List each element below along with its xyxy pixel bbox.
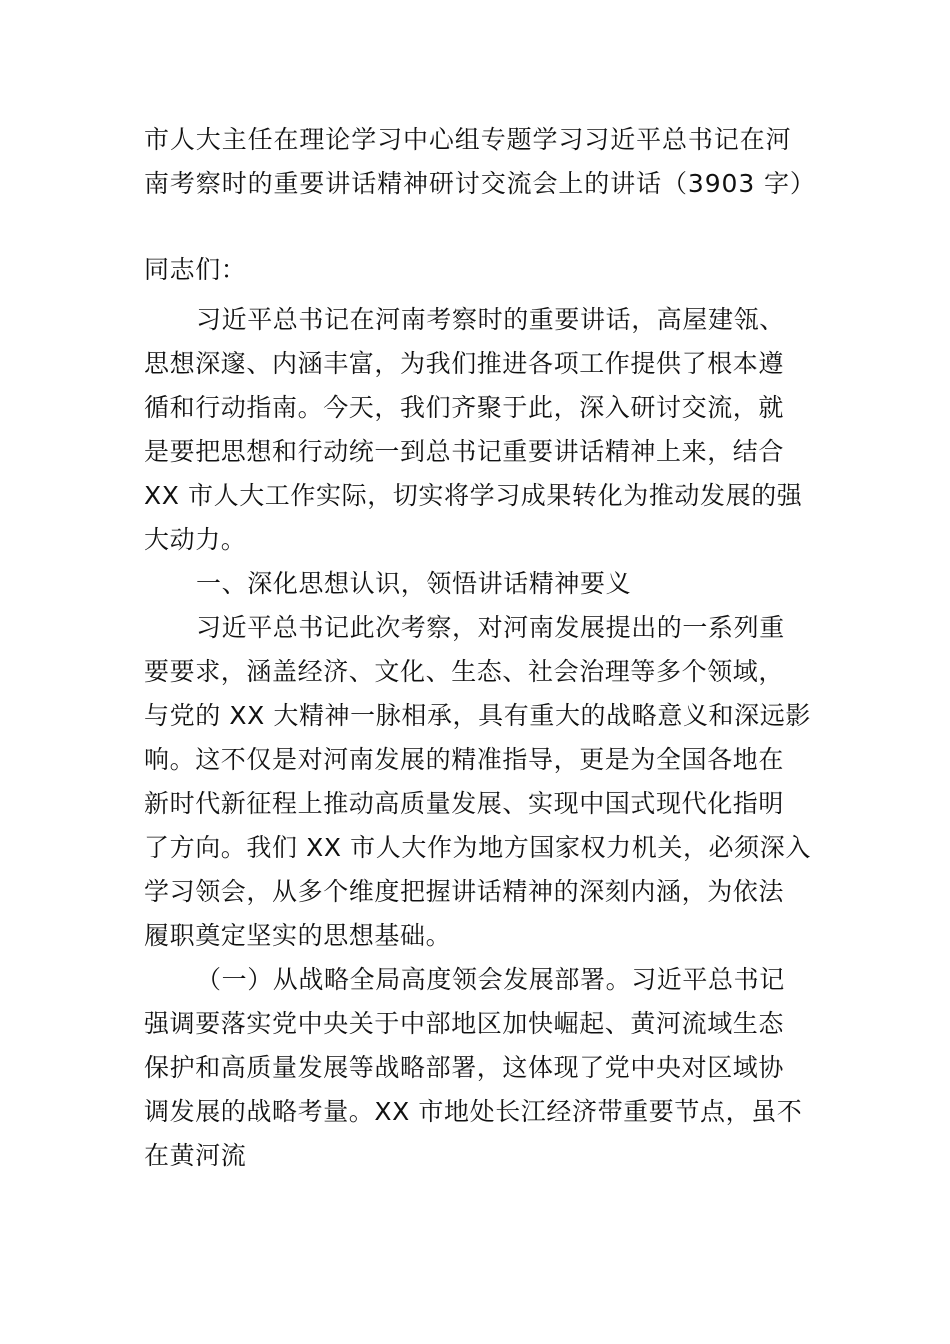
paragraph-line: 保护和高质量发展等战略部署，这体现了党中央对区域协 [144,1053,785,1082]
section-heading-text: 一、深化思想认识，领悟讲话精神要义 [196,569,632,598]
paragraph-line: 循和行动指南。今天，我们齐聚于此，深入研讨交流，就 [144,393,785,422]
paragraph-intro [144,298,808,562]
paragraph-line: 履职奠定坚实的思想基础。 [144,921,452,950]
paragraph-line: 在黄河流 [144,1141,247,1170]
paragraph-line: 强调要落实党中央关于中部地区加快崛起、黄河流域生态 [144,1009,785,1038]
salutation [144,248,808,292]
paragraph-line: 思想深邃、内涵丰富，为我们推进各项工作提供了根本遵 [144,349,785,378]
paragraph-line: 学习领会，从多个维度把握讲话精神的深刻内涵，为依法 [144,877,785,906]
paragraph-line: 大动力。 [144,525,247,554]
title-line: 市人大主任在理论学习中心组专题学习习近平总书记在河 [144,125,792,154]
paragraph-subsection-one [144,958,808,1178]
section-heading [144,562,808,606]
paragraph-line: 了方向。我们 XX 市人大作为地方国家权力机关，必须深入 [144,833,811,862]
document-page [144,118,816,1178]
paragraph-line: 调发展的战略考量。XX 市地处长江经济带重要节点，虽不 [144,1097,803,1126]
paragraph-line: 是要把思想和行动统一到总书记重要讲话精神上来，结合 [144,437,785,466]
paragraph-line: 响。这不仅是对河南发展的精准指导，更是为全国各地在 [144,745,785,774]
paragraph-section-one [144,606,811,958]
paragraph-line: 习近平总书记此次考察，对河南发展提出的一系列重 [196,613,785,642]
salutation-text: 同志们： [144,255,247,284]
paragraph-line: XX 市人大工作实际，切实将学习成果转化为推动发展的强 [144,481,803,510]
paragraph-line: 新时代新征程上推动高质量发展、实现中国式现代化指明 [144,789,785,818]
paragraph-line: 与党的 XX 大精神一脉相承，具有重大的战略意义和深远影 [144,701,811,730]
paragraph-line: （一）从战略全局高度领会发展部署。习近平总书记 [196,965,785,994]
paragraph-line: 习近平总书记在河南考察时的重要讲话，高屋建瓴、 [196,305,785,334]
document-title [144,118,816,206]
title-line: 南考察时的重要讲话精神研讨交流会上的讲话（3903 字） [144,169,816,198]
paragraph-line: 要要求，涵盖经济、文化、生态、社会治理等多个领域， [144,657,785,686]
